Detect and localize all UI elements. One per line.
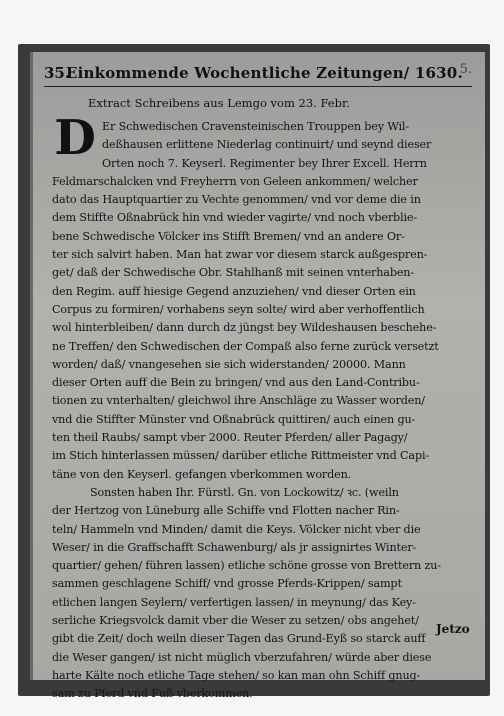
text-line: ten theil Raubs/ sampt vber 2000. Reuter Pferden/ aller Pagagy/	[52, 431, 408, 445]
text-line: gibt die Zeit/ doch weiln dieser Tagen das Grund-Eyß so starck auff	[52, 632, 426, 646]
text-line: Er Schwedischen Cravensteinischen Trouppen bey Wil-	[102, 120, 409, 133]
text-line: harte Kälte noch etliche Tage stehen/ so kan man ohn Schiff gnug-	[52, 668, 421, 682]
page-title: Einkommende Wochentliche Zeitungen/ 1630.	[66, 64, 463, 82]
text-line: tionen zu vnterhalten/ gleichwol ihre Anschläge zu Wasser worden/	[52, 394, 425, 408]
text-line: vnd die Stiffter Münster vnd Oßnabrück quittiren/ auch einen gu-	[52, 412, 416, 426]
text-line: den Regim. auff hiesige Gegend anzuziehen/ vnd dieser Orten ein	[52, 284, 416, 298]
text-line: get/ daß der Schwedische Obr. Stahlhanß mit seinen vnterhaben-	[52, 266, 414, 280]
text-line: etlichen langen Seylern/ verfertigen lassen/ in meynung/ das Key-	[52, 595, 416, 609]
catchword: Jetzo	[436, 622, 470, 636]
text-line: wol hinterbleiben/ dann durch dz jüngst bey Wildeshausen beschehe-	[52, 321, 437, 335]
text-line: deßhausen erlittene Niederlag continuirt/ und seynd dieser	[102, 138, 432, 152]
text-line: dem Stiffte Oßnabrück hin vnd wieder vagirte/ vnd noch vberblie-	[52, 211, 418, 225]
page-header	[44, 64, 472, 87]
text-line: ter sich salvirt haben. Man hat zwar vor diesem starck außgespren-	[52, 248, 428, 262]
text-line: teln/ Hammeln vnd Minden/ damit die Keys. Völcker nicht vber die	[52, 522, 421, 536]
text-line: Corpus zu formiren/ vorhabens seyn solte/ wird aber verhoffentlich	[52, 302, 425, 316]
article-body	[52, 110, 464, 704]
text-line: dieser Orten auff die Bein zu bringen/ vnd aus den Land-Contribu-	[52, 376, 420, 390]
page-mark: 5.	[459, 62, 472, 77]
text-line: Orten noch 7. Keyserl. Regimenter bey Ihrer Excell. Herrn	[102, 156, 427, 170]
text-line: Weser/ in die Graffschafft Schawenburg/ als jr assignirtes Winter-	[52, 540, 417, 554]
text-line: Sonsten haben Ihr. Fürstl. Gn. von Lockowitz/ ꝛc. (weiln	[90, 485, 399, 499]
text-line: sam zu Pferd vnd Fuß vberkommen.	[52, 687, 253, 701]
text-line: im Stich hinterlassen müssen/ darüber etliche Rittmeister vnd Capi-	[52, 449, 430, 463]
text-line: Feldmarschalcken vnd Freyherrn von Geleen ankommen/ welcher	[52, 174, 418, 188]
text-line: ne Treffen/ den Schwedischen der Compaß also ferne zurück versetzt	[52, 339, 439, 353]
text-line: bene Schwedische Völcker ins Stifft Bremen/ vnd an andere Or-	[52, 229, 405, 243]
text-line: quartier/ gehen/ führen lassen) etliche schöne grosse von Brettern zu-	[52, 559, 441, 573]
article-heading: Extract Schreibens aus Lemgo vom 23. Febr.	[88, 96, 350, 110]
text-line: dato das Hauptquartier zu Vechte genommen/ vnd vor deme die in	[52, 193, 421, 207]
text-line: täne von den Keyserl. gefangen vberkommen worden.	[52, 467, 352, 481]
text-line: sammen geschlagene Schiff/ vnd grosse Pferds-Krippen/ sampt	[52, 577, 402, 591]
text-line: serliche Kriegsvolck damit vber die Weser zu setzen/ obs angehet/	[52, 614, 419, 628]
text-line: worden/ daß/ vnangesehen sie sich widerstanden/ 20000. Mann	[52, 357, 406, 371]
drop-cap-initial: D	[54, 110, 96, 166]
page-number: 35.	[44, 64, 71, 82]
text-line: die Weser gangen/ ist nicht müglich vberzufahren/ würde aber diese	[52, 650, 432, 664]
text-line: der Hertzog von Lüneburg alle Schiffe vnd Flotten nacher Rin-	[52, 504, 400, 518]
